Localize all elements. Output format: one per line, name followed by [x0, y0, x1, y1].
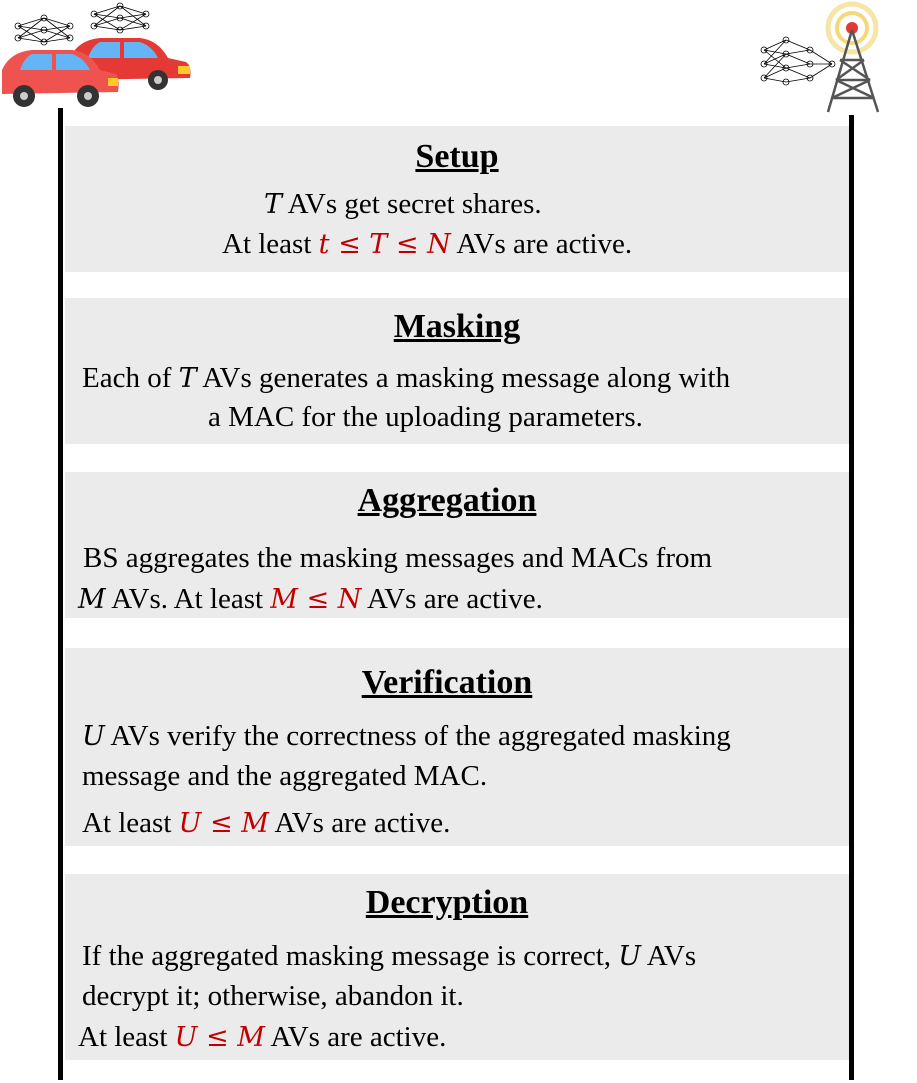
line-text: At least	[222, 228, 319, 260]
section-line	[82, 722, 731, 751]
line-text: AVs are active.	[361, 583, 543, 615]
line-text: At least	[78, 1021, 175, 1053]
math-expression: M ≤ N	[270, 584, 362, 615]
line-text: decrypt it; otherwise, abandon it.	[82, 980, 464, 1012]
section-title: Decryption	[365, 884, 529, 921]
line-text: If the aggregated masking message is correct,	[82, 940, 619, 972]
neural-network-icon	[91, 3, 149, 33]
masking-panel	[65, 298, 849, 444]
line-text: AVs are active.	[264, 1021, 447, 1053]
line-text: message and the aggregated MAC.	[82, 760, 488, 792]
math-expression: U ≤ M	[174, 1022, 265, 1053]
math-expression: U	[618, 941, 642, 972]
line-text: AVs are active.	[450, 228, 633, 260]
bs-timeline-line	[849, 115, 854, 1080]
line-text: At least	[82, 807, 179, 839]
aggregation-panel	[65, 472, 849, 618]
neural-network-icon	[15, 15, 73, 45]
neural-network-icon	[761, 37, 835, 85]
section-line	[82, 762, 487, 791]
decryption-panel	[65, 874, 849, 1060]
line-text: AVs verify the correctness of the aggregated masking	[104, 720, 731, 752]
section-line	[82, 364, 730, 393]
math-expression: U	[82, 721, 105, 752]
cars-with-neural-networks-icon	[0, 0, 200, 112]
line-text: AVs. At least	[105, 583, 271, 615]
line-text: AVs generates a masking message along with	[196, 362, 731, 394]
section-line	[264, 190, 542, 219]
section-line	[82, 982, 464, 1011]
math-expression: t ≤ T ≤ N	[318, 229, 451, 260]
section-line	[83, 544, 712, 573]
section-line	[78, 1023, 446, 1052]
section-line	[82, 942, 696, 971]
base-station-tower-with-neural-network-icon	[752, 0, 882, 118]
section-line	[222, 230, 632, 259]
math-expression: M	[78, 584, 106, 615]
line-text: AVs	[641, 940, 697, 972]
verification-panel	[65, 648, 849, 846]
setup-panel	[65, 126, 849, 272]
section-line	[78, 585, 543, 614]
line-text: a MAC for the uploading parameters.	[208, 401, 643, 433]
section-line	[208, 403, 643, 432]
section-title: Aggregation	[357, 482, 537, 519]
section-title: Masking	[393, 308, 521, 345]
line-text: AVs get secret shares.	[282, 188, 542, 220]
section-line	[82, 809, 450, 838]
section-title: Setup	[415, 138, 499, 175]
math-expression: T	[178, 363, 197, 394]
line-text: AVs are active.	[268, 807, 451, 839]
math-expression: T	[264, 189, 283, 220]
line-text: Each of	[82, 362, 179, 394]
line-text: BS aggregates the masking messages and MACs from	[83, 542, 713, 574]
section-title: Verification	[361, 664, 533, 701]
av-timeline-line	[58, 108, 63, 1080]
math-expression: U ≤ M	[178, 808, 269, 839]
